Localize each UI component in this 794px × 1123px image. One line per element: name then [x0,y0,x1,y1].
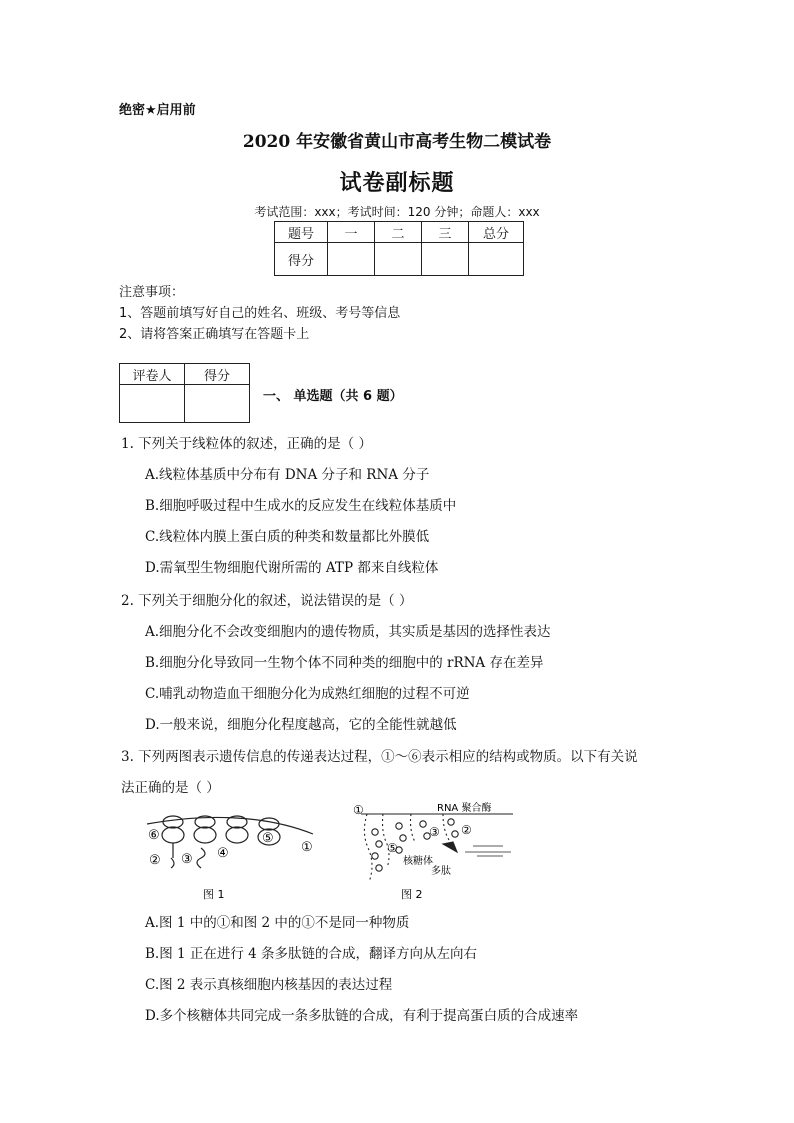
fig2-label: ② [461,823,472,837]
exam-subtitle: 试卷副标题 [339,170,455,196]
question-option: D.需氧型生物细胞代谢所需的 ATP 都来自线粒体 [145,560,439,576]
exam-title: 2020 年安徽省黄山市高考生物二模试卷 [242,132,552,152]
score-cell[interactable] [375,243,422,276]
question-option: A.线粒体基质中分布有 DNA 分子和 RNA 分子 [145,467,430,483]
fig2-caption: 图 2 [401,888,423,901]
fig1-label: ⑥ [148,828,160,843]
exam-info: 考试范围：xxx；考试时间：120 分钟；命题人：xxx [254,205,540,219]
fig1-label: ⑤ [262,831,274,846]
grader-table [119,363,250,423]
question-option: B.细胞呼吸过程中生成水的反应发生在线粒体基质中 [145,498,457,514]
question-option: C.哺乳动物造血干细胞分化为成熟红细胞的过程不可逆 [145,686,470,702]
question-option: C.图 2 表示真核细胞内核基因的表达过程 [145,977,393,993]
score-cell[interactable] [328,243,375,276]
score-header-cell: 总分 [469,222,524,243]
score-header-cell: 一 [328,222,375,243]
grader-label: 评卷人 [120,364,185,385]
fig2-label: ③ [429,825,440,839]
notice-item: 2、请将答案正确填写在答题卡上 [119,327,310,342]
question-stem: 1. 下列关于线粒体的叙述，正确的是（ ） [121,436,372,452]
fig2-label: RNA 聚合酶 [437,803,492,814]
score-table [274,221,524,276]
score-header-cell: 三 [422,222,469,243]
fig1-label: ③ [181,852,193,867]
fig2-label: 多肽 [431,866,451,877]
question-stem-continued: 法正确的是（ ） [121,780,220,796]
score-header-cell: 二 [375,222,422,243]
grader-score-label: 得分 [185,364,250,385]
fig1-label: ① [301,840,313,855]
grader-cell[interactable] [120,385,185,423]
question-option: D.一般来说，细胞分化程度越高，它的全能性就越低 [145,717,457,733]
fig1-label: ④ [217,846,229,861]
fig2-label: ⑤ [387,841,398,855]
question-option: A.细胞分化不会改变细胞内的遗传物质，其实质是基因的选择性表达 [145,624,551,640]
notice-heading: 注意事项： [119,285,185,300]
question-option: A.图 1 中的①和图 2 中的①不是同一种物质 [145,915,410,931]
figure-1 [147,816,313,868]
grader-cell[interactable] [185,385,250,423]
fig2-label: ① [353,803,364,817]
question-stem: 3. 下列两图表示遗传信息的传递表达过程，①～⑥表示相应的结构或物质。以下有关说 [121,749,638,765]
question-option: C.线粒体内膜上蛋白质的种类和数量都比外膜低 [145,529,430,545]
question-stem: 2. 下列关于细胞分化的叙述，说法错误的是（ ） [121,593,413,609]
fig1-caption: 图 1 [203,888,225,901]
confidential-mark: 绝密★启用前 [119,103,196,118]
question-option: B.图 1 正在进行 4 条多肽链的合成，翻译方向从左向右 [145,946,478,962]
translation-figure [143,800,523,904]
score-cell[interactable] [422,243,469,276]
question-option: B.细胞分化导致同一生物个体不同种类的细胞中的 rRNA 存在差异 [145,655,544,671]
notice-item: 1、答题前填写好自己的姓名、班级、考号等信息 [119,306,401,321]
score-cell[interactable] [469,243,524,276]
score-header-cell: 题号 [275,222,328,243]
fig2-label: 核糖体 [403,856,433,867]
question-option: D.多个核糖体共同完成一条多肽链的合成，有利于提高蛋白质的合成速率 [145,1008,579,1024]
fig1-label: ② [149,853,161,868]
score-row-label: 得分 [275,243,328,276]
section-title: 一、 单选题（共 6 题） [263,389,403,404]
